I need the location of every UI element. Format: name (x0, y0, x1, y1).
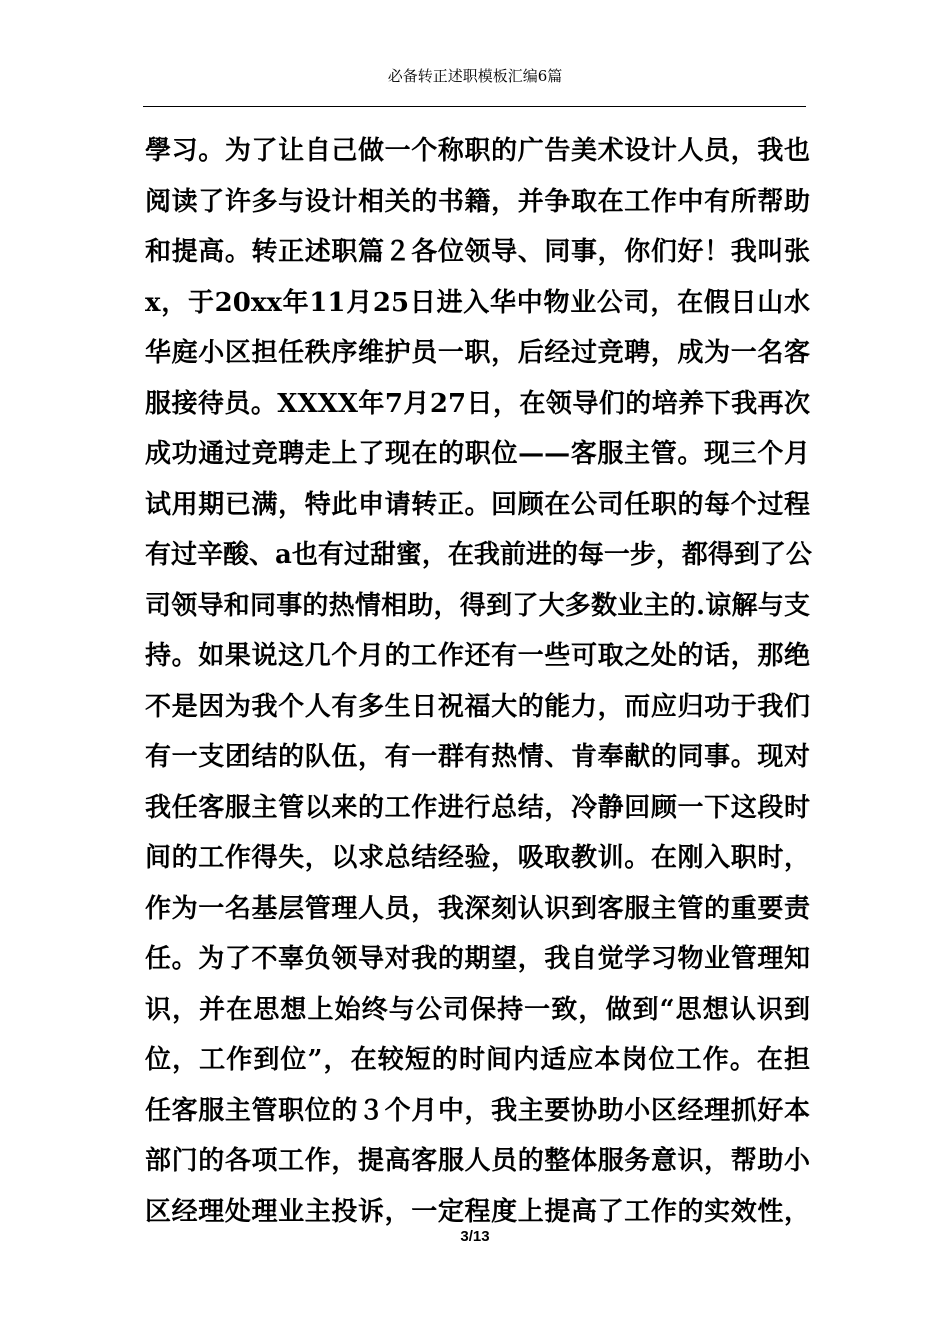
body-line: 华庭小区担任秩序维护员一职，后经过竞聘，成为一名客 (145, 338, 810, 368)
body-line: 和提高。转正述职篇２各位领导、同事，你们好！我叫张 (145, 237, 810, 267)
body-line: 司领导和同事的热情相助，得到了大多数业主的.谅解与支 (145, 590, 810, 621)
body-line: 服接待员。XXXX年7月27日，在领导们的培养下我再次 (145, 388, 810, 419)
body-line: 成功通过竞聘走上了现在的职位——客服主管。现三个月 (145, 439, 810, 469)
body-line: 不是因为我个人有多生日祝福大的能力，而应归功于我们 (145, 691, 810, 722)
body-line: 间的工作得失，以求总结经验，吸取教训。在刚入职时， (145, 843, 810, 873)
body-line: 任客服主管职位的３个月中，我主要协助小区经理抓好本 (145, 1095, 810, 1126)
body-line: 位，工作到位”，在较短的时间内适应本岗位工作。在担 (145, 1045, 810, 1075)
body-line: 试用期已满，特此申请转正。回顾在公司任职的每个过程 (145, 489, 810, 520)
body-line: x，于20xx年11月25日进入华中物业公司，在假日山水 (145, 287, 810, 318)
page-header-title: 必备转正述职模板汇编6篇 (387, 67, 563, 85)
header-divider (143, 106, 806, 107)
page-number: 3/13 (460, 1228, 490, 1245)
body-line: 识，并在思想上始终与公司保持一致，做到“思想认识到 (145, 994, 810, 1025)
body-line: 有过辛酸、a也有过甜蜜，在我前进的每一步，都得到了公 (145, 540, 812, 570)
body-line: 持。如果说这几个月的工作还有一些可取之处的话，那绝 (145, 641, 810, 671)
body-line: 有一支团结的队伍，有一群有热情、肯奉献的同事。现对 (145, 742, 810, 772)
document-body (145, 126, 810, 1237)
body-line: 學习。为了让自己做一个称职的广告美术设计人员，我也 (145, 136, 810, 166)
body-line: 作为一名基层管理人员，我深刻认识到客服主管的重要责 (145, 893, 810, 924)
body-line: 部门的各项工作，提高客服人员的整体服务意识，帮助小 (145, 1146, 810, 1176)
body-line: 任。为了不辜负领导对我的期望，我自觉学习物业管理知 (145, 944, 810, 974)
body-line: 区经理处理业主投诉，一定程度上提高了工作的实效性， (145, 1196, 810, 1227)
body-line: 阅读了许多与设计相关的书籍，并争取在工作中有所帮助 (145, 186, 810, 217)
body-line: 我任客服主管以来的工作进行总结，冷静回顾一下这段时 (145, 792, 810, 823)
